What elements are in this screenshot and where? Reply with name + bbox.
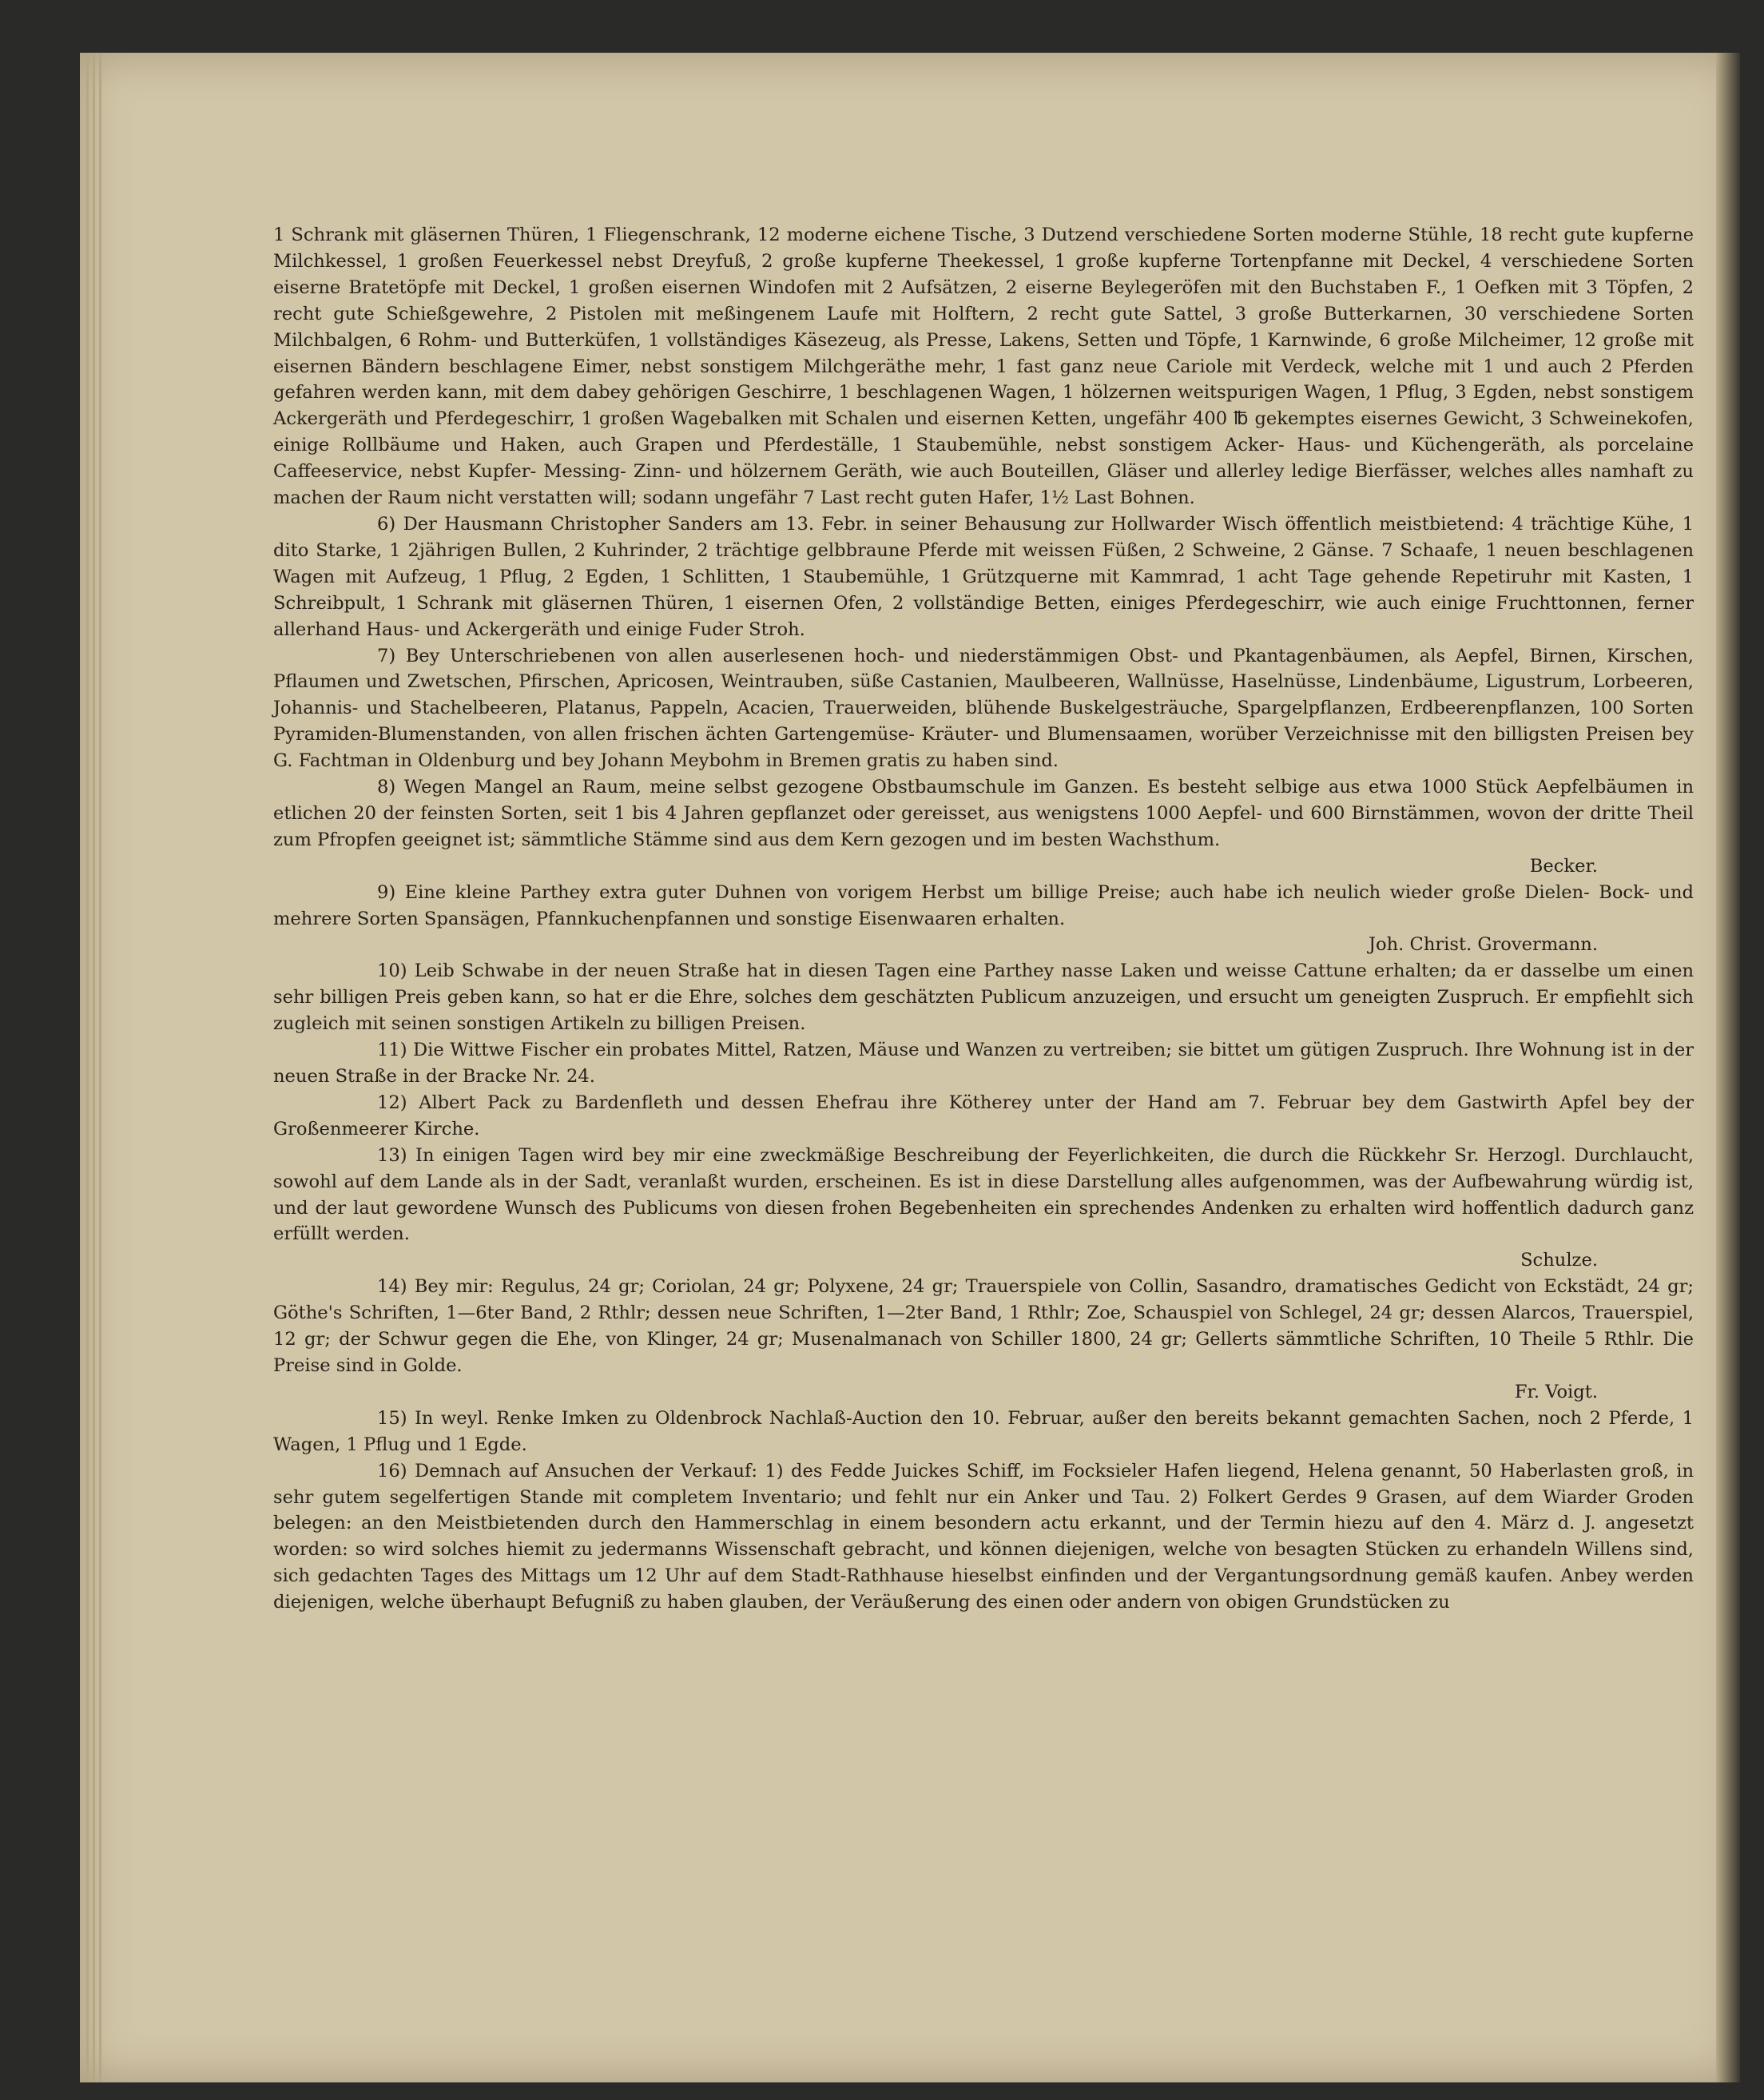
- paragraph-item-16: [273, 1458, 1694, 1616]
- paragraph-signature: Fr. Voigt.: [1514, 1381, 1598, 1402]
- paragraph-item-7: [273, 643, 1694, 775]
- paragraph-signature: Joh. Christ. Grovermann.: [1368, 934, 1598, 956]
- paragraph-text: 13) In einigen Tagen wird bey mir eine zweckmäßige Beschreibung der Feyerlichkeiten, die durch die Rückkehr Sr. Herzogl. Durchlaucht, sowohl auf dem Lande als in der Sadt, veranlaßt wurden, erscheinen. Es ist in diese Darstellung alles aufgenommen, was der Aufbewahrung würdig ist, und der laut gewordene Wunsch des Publicums von diesen frohen Begebenheiten ein sprechendes Andenken zu erhalten wird hoffentlich dadurch ganz erfüllt werden.: [273, 1144, 1694, 1245]
- advertisement-text-block: [273, 222, 1694, 1616]
- paragraph-text: 14) Bey mir: Regulus, 24 gr; Coriolan, 24 gr; Polyxene, 24 gr; Trauerspiele von Collin, Sasandro, dramatisches Gedicht von Eckstädt, 24 gr; Göthe's Schriften, 1—6ter Band, 2 Rthlr; dessen neue Schriften, 1—2ter Band, 1 Rthlr; Zoe, Schauspiel von Schlegel, 24 gr; dessen Alarcos, Trauerspiel, 12 gr; der Schwur gegen die Ehe, von Klinger, 24 gr; Musenalmanach von Schiller 1800, 24 gr; Gellerts sämmtliche Schriften, 10 Theile 5 Rthlr. Die Preise sind in Golde.: [273, 1276, 1694, 1376]
- paragraph-text: 15) In weyl. Renke Imken zu Oldenbrock Nachlaß-Auction den 10. Februar, außer den bereits bekannt gemachten Sachen, noch 2 Pferde, 1 Wagen, 1 Pflug und 1 Egde.: [273, 1407, 1694, 1455]
- paragraph-item-10: [273, 958, 1694, 1037]
- paragraph-text: 7) Bey Unterschriebenen von allen auserlesenen hoch- und niederstämmigen Obst- und Pkantagenbäumen, als Aepfel, Birnen, Kirschen, Pflaumen und Zwetschen, Pfirschen, Apricosen, Weintrauben, süße Castanien, Maulbeeren, Wallnüsse, Haselnüsse, Lindenbäume, Ligustrum, Lorbeeren, Johannis- und Stachelbeeren, Platanus, Pappeln, Acacien, Trauerweiden, blühende Buskelgesträuche, Spargelpflanzen, Erdbeerenpflanzen, 100 Sorten Pyramiden-Blumenstanden, von allen frischen ächten Gartengemüse- Kräuter- und Blumensaamen, worüber Verzeichnisse mit den billigsten Preisen bey G. Fachtman in Oldenburg und bey Johann Meybohm in Bremen gratis zu haben sind.: [273, 645, 1694, 772]
- page-edge-line: [93, 53, 95, 2082]
- paragraph-item-9: [273, 880, 1694, 959]
- paragraph-text: 11) Die Wittwe Fischer ein probates Mittel, Ratzen, Mäuse und Wanzen zu vertreiben; sie bittet um gütigen Zuspruch. Ihre Wohnung ist in der neuen Straße in der Bracke Nr. 24.: [273, 1040, 1694, 1087]
- paragraph-signature: Becker.: [1529, 855, 1598, 877]
- paragraph-item-8: [273, 774, 1694, 880]
- paragraph-item-12: [273, 1090, 1694, 1143]
- page-edge-line: [99, 53, 101, 2082]
- paragraph-item-5-continued: [273, 222, 1694, 511]
- paragraph-text: 12) Albert Pack zu Bardenfleth und dessen Ehefrau ihre Kötherey unter der Hand am 7. Februar bey dem Gastwirth Apfel bey der Großenmeerer Kirche.: [273, 1092, 1694, 1139]
- paragraph-item-11: [273, 1037, 1694, 1090]
- paragraph-item-13: [273, 1143, 1694, 1275]
- page-edge-line: [86, 53, 89, 2082]
- paragraph-text: 1 Schrank mit gläsernen Thüren, 1 Fliegenschrank, 12 moderne eichene Tische, 3 Dutzend verschiedene Sorten moderne Stühle, 18 recht gute kupferne Milchkessel, 1 großen Feuerkessel nebst Dreyfuß, 2 große kupferne Theekessel, 1 große kupferne Tortenpfanne mit Deckel, 4 verschiedene Sorten eiserne Bratetöpfe mit Deckel, 1 großen eisernen Windofen mit 2 Aufsätzen, 2 eiserne Beylegeröfen mit den Buchstaben F., 1 Oefken mit 3 Töpfen, 2 recht gute Schießgewehre, 2 Pistolen mit meßingenem Laufe mit Holftern, 2 recht gute Sattel, 3 große Butterkarnen, 30 verschiedene Sorten Milchbalgen, 6 Rohm- und Butterküfen, 1 vollständiges Käsezeug, als Presse, Lakens, Setten und Töpfe, 1 Karnwinde, 6 große Milcheimer, 12 große mit eisernen Bändern beschlagene Eimer, nebst sonstigem Milchgeräthe mehr, 1 fast ganz neue Cariole mit Verdeck, welche mit 1 und auch 2 Pferden gefahren werden kann, mit dem dabey gehörigen Geschirre, 1 beschlagenen Wagen, 1 hölzernen weitspurigen Wagen, 1 Pflug, 3 Egden, nebst sonstigem Ackergeräth und Pferdegeschirr, 1 großen Wagebalken mit Schalen und eisernen Ketten, ungefähr 400 ℔ gekemptes eisernes Gewicht, 3 Schweinekofen, einige Rollbäume und Haken, auch Grapen und Pferdeställe, 1 Staubemühle, nebst sonstigem Acker- Haus- und Küchengeräth, als porcelaine Caffeeservice, nebst Kupfer- Messing- Zinn- und hölzernem Geräth, wie auch Bouteillen, Gläser und allerley ledige Bierfässer, welches alles namhaft zu machen der Raum nicht verstatten will; sodann ungefähr 7 Last recht guten Hafer, 1½ Last Bohnen.: [273, 225, 1694, 509]
- paragraph-text: 10) Leib Schwabe in der neuen Straße hat in diesen Tagen eine Parthey nasse Laken und weisse Cattune erhalten; da er dasselbe um einen sehr billigen Preis geben kann, so hat er die Ehre, solches dem geschätzten Publicum anzuzeigen, und ersucht um geneigten Zuspruch. Er empfiehlt sich zugleich mit seinen sonstigen Artikeln zu billigen Preisen.: [273, 961, 1694, 1035]
- paragraph-text: 16) Demnach auf Ansuchen der Verkauf: 1) des Fedde Juickes Schiff, im Focksieler Hafen liegend, Helena genannt, 50 Haberlasten groß, in sehr gutem segelfertigen Stande mit completem Inventario; und fehlt nur ein Anker und Tau. 2) Folkert Gerdes 9 Grasen, auf dem Wiarder Groden belegen: an den Meistbietenden durch den Hammerschlag in einem besondern actu erkannt, und der Termin hiezu auf den 4. März d. J. angesetzt worden: so wird solches hiemit zu jedermanns Wissenschaft gebracht, und können diejenigen, welche von besagten Stücken zu erhandeln Willens sind, sich gedachten Tages des Mittags um 12 Uhr auf dem Stadt-Rathhause hieselbst einfinden und der Vergantungsordnung gemäß kaufen. Anbey werden diejenigen, welche überhaupt Befugniß zu haben glauben, der Veräußerung des einen oder andern von obigen Grundstücken zu: [273, 1460, 1694, 1613]
- paragraph-text: 6) Der Hausmann Christopher Sanders am 13. Febr. in seiner Behausung zur Hollwarder Wisch öffentlich meistbietend: 4 trächtige Kühe, 1 dito Starke, 1 2jährigen Bullen, 2 Kuhrinder, 2 trächtige gelbbraune Pferde mit weissen Füßen, 2 Schweine, 2 Gänse. 7 Schaafe, 1 neuen beschlagenen Wagen mit Aufzeug, 1 Pflug, 2 Egden, 1 Schlitten, 1 Staubemühle, 1 Grützquerne mit Kammrad, 1 acht Tage gehende Repetiruhr mit Kasten, 1 Schreibpult, 1 Schrank mit gläsernen Thüren, 1 eisernen Ofen, 2 vollständige Betten, einiges Pferdegeschirr, wie auch einige Fruchttonnen, ferner allerhand Haus- und Ackergeräth und einige Fuder Stroh.: [273, 513, 1694, 640]
- paragraph-text: 9) Eine kleine Parthey extra guter Duhnen von vorigem Herbst um billige Preise; auch habe ich neulich wieder große Dielen- Bock- und mehrere Sorten Spansägen, Pfannkuchenpfannen und sonstige Eisenwaaren erhalten.: [273, 881, 1694, 929]
- paragraph-item-6: [273, 511, 1694, 643]
- paragraph-signature: Schulze.: [1520, 1250, 1598, 1271]
- newspaper-page: [80, 53, 1740, 2082]
- binding-fold: [1716, 53, 1740, 2082]
- paragraph-text: 8) Wegen Mangel an Raum, meine selbst gezogene Obstbaumschule im Ganzen. Es besteht selbige aus etwa 1000 Stück Aepfelbäumen in etlichen 20 der feinsten Sorten, seit 1 bis 4 Jahren gepflanzet oder gereisset, aus wenigstens 1000 Aepfel- und 600 Birnstämmen, wovon der dritte Theil zum Pfropfen geeignet ist; sämmtliche Stämme sind aus dem Kern gezogen und im besten Wachsthum.: [273, 777, 1694, 850]
- paragraph-item-14: [273, 1274, 1694, 1406]
- paragraph-item-15: [273, 1406, 1694, 1458]
